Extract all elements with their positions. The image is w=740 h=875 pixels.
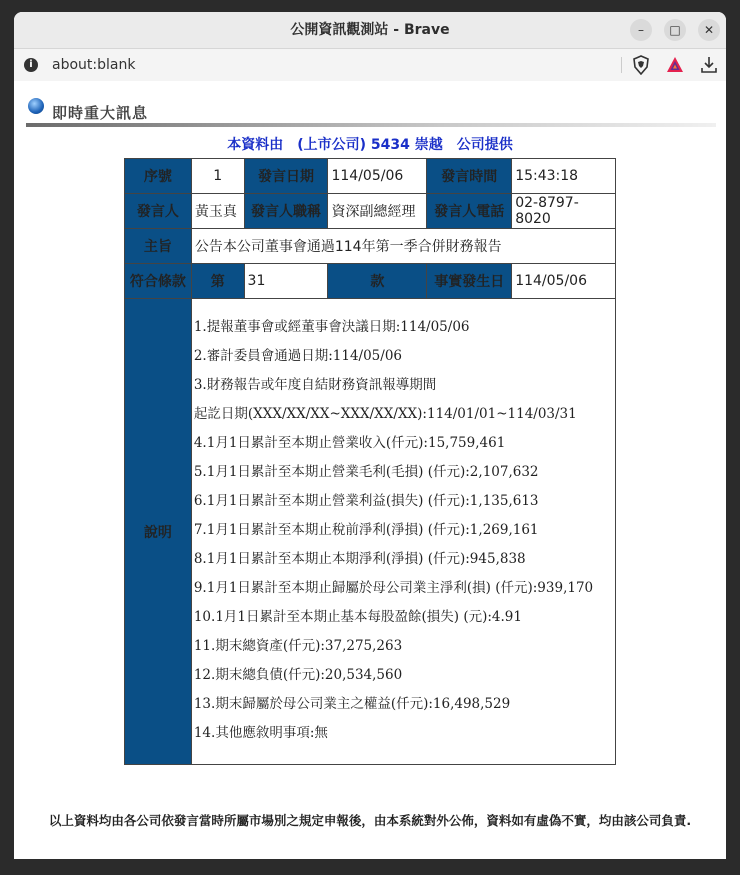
toolbar-divider (621, 57, 622, 73)
page-content (14, 81, 726, 859)
description-line: 14.其他應敘明事項:無 (193, 725, 328, 741)
description-line: 4.1月1日累計至本期止營業收入(仟元):15,759,461 (193, 435, 506, 451)
description-line: 6.1月1日累計至本期止營業利益(損失) (仟元):1,135,613 (193, 493, 539, 509)
date-label: 發言日期 (244, 159, 328, 194)
speaker-title-value: 資深副總經理 (328, 194, 427, 229)
description-line: 7.1月1日累計至本期止稅前淨利(淨損) (仟元):1,269,161 (193, 522, 539, 538)
table-row (125, 229, 616, 264)
clause-suffix: 款 (328, 264, 427, 299)
time-label: 發言時間 (427, 159, 512, 194)
maximize-button[interactable] (664, 19, 686, 41)
serial-value: 1 (191, 159, 244, 194)
announcement-table (124, 158, 616, 765)
speaker-label: 發言人 (125, 194, 192, 229)
section-header (26, 95, 716, 123)
description-line: 8.1月1日累計至本期止本期淨利(淨損) (仟元):945,838 (193, 551, 526, 567)
event-date-value: 114/05/06 (512, 264, 616, 299)
description-line: 2.審計委員會通過日期:114/05/06 (193, 348, 402, 364)
description-line: 12.期末總負債(仟元):20,534,560 (193, 667, 403, 683)
description-line: 10.1月1日累計至本期止基本每股盈餘(損失) (元):4.91 (193, 609, 522, 625)
minimize-button[interactable] (630, 19, 652, 41)
disclaimer-footer: 以上資料均由各公司依發言當時所屬市場別之規定申報後，由本系統對外公佈，資料如有虛偽不實，均由該公司負責. (48, 813, 692, 828)
table-row (125, 264, 616, 299)
event-date-label: 事實發生日 (427, 264, 512, 299)
globe-icon (28, 98, 44, 114)
subject-value: 公告本公司董事會通過114年第一季合併財務報告 (191, 229, 615, 264)
time-value: 15:43:18 (512, 159, 616, 194)
address-bar (14, 49, 726, 82)
section-underline (26, 123, 716, 127)
description-line: 13.期末歸屬於母公司業主之權益(仟元):16,498,529 (193, 696, 511, 712)
description-line: 1.提報董事會或經董事會決議日期:114/05/06 (193, 319, 470, 335)
description-line: 5.1月1日累計至本期止營業毛利(毛損) (仟元):2,107,632 (193, 464, 539, 480)
section-title: 即時重大訊息 (52, 104, 149, 122)
brave-shield-icon[interactable] (632, 55, 650, 75)
description-content (191, 299, 615, 765)
date-value: 114/05/06 (328, 159, 427, 194)
table-row (125, 299, 616, 765)
provider-line: 本資料由 (上市公司) 5434 崇越 公司提供 (227, 137, 513, 153)
browser-window (14, 12, 726, 859)
window-title: 公開資訊觀測站 - Brave (290, 22, 450, 38)
clause-value: 31 (244, 264, 328, 299)
speaker-value: 黃玉真 (191, 194, 244, 229)
description-label: 說明 (125, 299, 192, 765)
clause-prefix: 第 (191, 264, 244, 299)
close-icon: ✕ (703, 23, 715, 37)
maximize-icon: □ (669, 23, 681, 37)
table-row (125, 194, 616, 229)
info-icon[interactable]: i (24, 58, 38, 72)
description-line: 3.財務報告或年度自結財務資訊報導期間 (193, 377, 437, 393)
download-icon[interactable] (700, 55, 718, 75)
serial-label: 序號 (125, 159, 192, 194)
subject-label: 主旨 (125, 229, 192, 264)
clause-label: 符合條款 (125, 264, 192, 299)
url-field[interactable]: about:blank (52, 57, 136, 73)
bat-rewards-icon[interactable] (666, 56, 684, 74)
description-line: 起訖日期(XXX/XX/XX~XXX/XX/XX):114/01/01~114/03/31 (193, 406, 577, 422)
minimize-icon: – (638, 23, 644, 37)
title-bar (14, 12, 726, 49)
phone-label: 發言人電話 (427, 194, 512, 229)
description-line: 9.1月1日累計至本期止歸屬於母公司業主淨利(損) (仟元):939,170 (193, 580, 594, 596)
description-line: 11.期末總資產(仟元):37,275,263 (193, 638, 403, 654)
close-button[interactable] (698, 19, 720, 41)
speaker-title-label: 發言人職稱 (244, 194, 328, 229)
table-row (125, 159, 616, 194)
phone-value: 02-8797-8020 (512, 194, 616, 229)
